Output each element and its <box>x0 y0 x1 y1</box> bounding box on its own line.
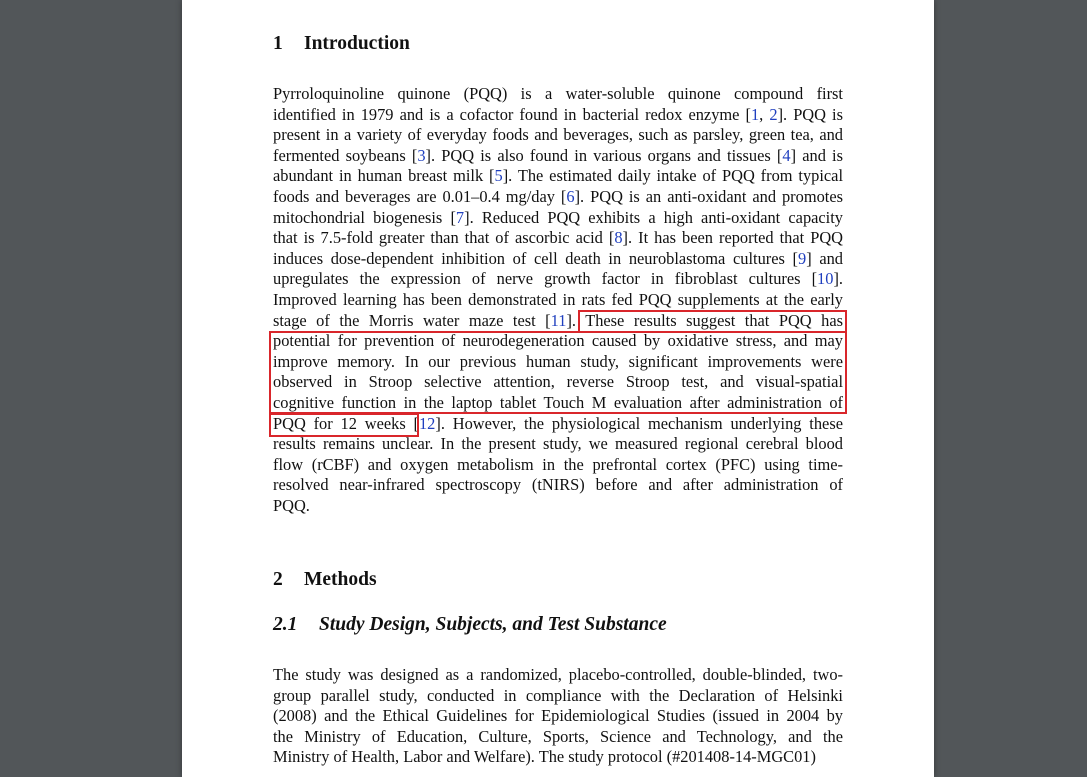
text-span: ] and is <box>790 145 843 165</box>
section-number: 2 <box>273 569 283 590</box>
text-line <box>273 166 843 187</box>
text-span: fermented soybeans [ <box>273 145 418 165</box>
text-line <box>273 706 843 727</box>
citation-link[interactable]: 12 <box>418 413 436 433</box>
subsection-title: Study Design, Subjects, and Test Substance <box>319 614 667 635</box>
text-line <box>273 125 843 146</box>
text-line <box>273 311 843 332</box>
document-page <box>182 0 934 777</box>
text-span: potential for prevention of neurodegeneration caused by oxidative stress, and may <box>273 331 843 351</box>
citation-link[interactable]: 6 <box>566 186 575 206</box>
text-span: PQQ for 12 weeks [ <box>273 413 419 433</box>
text-span: mitochondrial biogenesis [ <box>273 207 456 227</box>
text-line <box>273 187 843 208</box>
citation-link[interactable]: 5 <box>494 166 503 186</box>
text-span: identified in 1979 and is a cofactor found in bacterial redox enzyme [ <box>273 104 751 124</box>
text-line <box>273 228 843 249</box>
introduction-paragraph <box>273 84 843 516</box>
citation-link[interactable]: 11 <box>550 310 567 330</box>
text-line <box>273 686 843 707</box>
text-line <box>273 393 843 414</box>
citation-link[interactable]: 9 <box>798 248 807 268</box>
section-number: 1 <box>273 33 283 54</box>
section-heading-methods <box>273 569 377 591</box>
text-line <box>273 727 843 748</box>
text-span: Pyrroloquinoline quinone (PQQ) is a water-soluble quinone compound first <box>273 84 843 103</box>
text-span: induces dose-dependent inhibition of cell death in neuroblastoma cultures [ <box>273 248 798 268</box>
text-span: improve memory. In our previous human study, significant improvements were <box>273 351 843 371</box>
text-line <box>273 352 843 373</box>
text-line <box>273 414 843 435</box>
citation-link[interactable]: 1 <box>750 104 760 124</box>
text-span: ]. Reduced PQQ exhibits a high anti-oxidant capacity <box>464 207 843 227</box>
text-span: ]. However, the physiological mechanism underlying these <box>435 413 843 433</box>
text-line <box>273 475 843 496</box>
text-span: ]. PQQ is <box>777 104 843 124</box>
text-span: ]. The estimated daily intake of PQQ from typical <box>502 166 843 186</box>
text-line <box>273 372 843 393</box>
citation-link[interactable]: 2 <box>769 104 778 124</box>
citation-link[interactable]: 10 <box>817 269 834 289</box>
citation-link[interactable]: 8 <box>614 228 623 248</box>
text-span: Improved learning has been demonstrated in rats fed PQQ supplements at the early <box>273 289 843 309</box>
text-line <box>273 665 843 686</box>
text-span: that is 7.5-fold greater than that of ascorbic acid [ <box>273 228 615 248</box>
text-span: ] and <box>806 248 843 268</box>
text-span: resolved near-infrared spectroscopy (tNIRS) before and after administration of <box>273 475 843 495</box>
citation-link[interactable]: 4 <box>782 145 791 165</box>
text-span: upregulates the expression of nerve growth factor in fibroblast cultures [ <box>273 269 818 289</box>
text-span: Ministry of Health, Labor and Welfare). The study protocol (#201408-14-MGC01) <box>273 747 816 767</box>
text-line <box>273 146 843 167</box>
text-line <box>273 84 843 105</box>
text-span: results remains unclear. In the present study, we measured regional cerebral blood <box>273 434 843 454</box>
text-span: abundant in human breast milk [ <box>273 166 495 186</box>
text-span: (2008) and the Ethical Guidelines for Epidemiological Studies (issued in 2004 by <box>273 706 843 726</box>
text-line <box>273 105 843 126</box>
section-title: Methods <box>304 569 377 590</box>
text-line <box>273 208 843 229</box>
text-span: foods and beverages are 0.01–0.4 mg/day [ <box>273 186 567 206</box>
citation-link[interactable]: 7 <box>455 207 465 227</box>
methods-paragraph <box>273 665 843 768</box>
section-heading-introduction <box>273 33 410 55</box>
subsection-number: 2.1 <box>273 614 298 635</box>
text-line <box>273 331 843 352</box>
text-span: observed in Stroop selective attention, reverse Stroop test, and visual-spatial <box>273 372 843 392</box>
text-span: stage of the Morris water maze test [ <box>273 310 551 330</box>
text-span: , <box>759 104 770 124</box>
text-line <box>273 455 843 476</box>
citation-link[interactable]: 3 <box>417 145 426 165</box>
text-line <box>273 290 843 311</box>
text-span: PQQ. <box>273 495 310 515</box>
text-span: ]. It has been reported that PQQ <box>622 228 843 248</box>
text-line <box>273 747 843 768</box>
text-span: the Ministry of Education, Culture, Sports, Science and Technology, and the <box>273 726 843 746</box>
text-span: present in a variety of everyday foods and beverages, such as parsley, green tea, and <box>273 125 843 145</box>
text-line <box>273 434 843 455</box>
text-line <box>273 496 843 517</box>
text-span: ]. PQQ is also found in various organs and tissues [ <box>425 145 783 165</box>
text-span: ]. These results suggest that PQQ has <box>566 310 843 330</box>
text-span: ]. PQQ is an anti-oxidant and promotes <box>574 186 843 206</box>
subsection-heading-study-design <box>273 614 667 636</box>
text-span: group parallel study, conducted in compliance with the Declaration of Helsinki <box>273 685 843 705</box>
section-title: Introduction <box>304 33 410 54</box>
text-span: flow (rCBF) and oxygen metabolism in the prefrontal cortex (PFC) using time- <box>273 454 843 474</box>
text-span: ]. <box>833 269 843 289</box>
text-line <box>273 249 843 270</box>
text-span: The study was designed as a randomized, placebo-controlled, double-blinded, two- <box>273 665 843 684</box>
text-span: cognitive function in the laptop tablet Touch M evaluation after administration of <box>273 392 843 412</box>
text-line <box>273 269 843 290</box>
